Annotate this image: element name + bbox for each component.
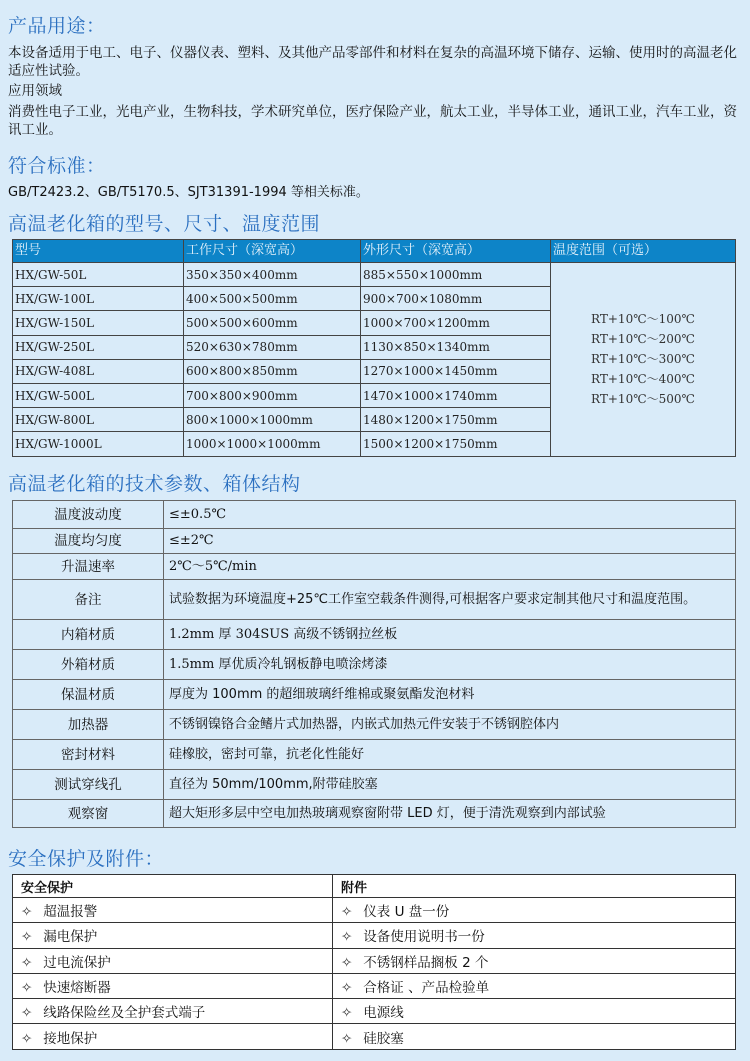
table-row (13, 740, 736, 770)
fields-label: 应用领域 (8, 83, 62, 99)
safety-item-label: 线路保险丝及全护套式端子 (43, 1005, 206, 1022)
accessory-item (333, 898, 736, 923)
temp-range-item: RT+10℃～500℃ (591, 392, 695, 407)
safety-item (13, 999, 333, 1024)
spec-value: 试验数据为环境温度+25℃工作室空载条件测得,可根据客户要求定制其他尺寸和温度范围。 (164, 580, 736, 620)
accessory-item-label: 电源线 (363, 1005, 404, 1022)
diamond-bullet-icon: ✧ (21, 929, 33, 946)
accessory-item (333, 999, 736, 1024)
table-row (13, 580, 736, 620)
temp-range-item: RT+10℃～300℃ (591, 352, 695, 367)
work-size-cell: 1000×1000×1000mm (184, 432, 361, 456)
outer-size-cell: 1480×1200×1750mm (361, 408, 551, 432)
usage-text: 本设备适用于电工、电子、仪器仪表、塑料、及其他产品零部件和材料在复杂的高温环境下储存、运输、使用时的高温老化适应性试验。 (8, 45, 737, 79)
work-size-cell: 400×500×500mm (184, 287, 361, 311)
spec-key: 温度波动度 (13, 501, 164, 529)
work-size-cell: 350×350×400mm (184, 263, 361, 287)
model-cell: HX/GW-100L (13, 287, 184, 311)
header-accessories: 附件 (333, 875, 736, 898)
spec-key: 观察窗 (13, 800, 164, 828)
diamond-bullet-icon: ✧ (341, 1030, 353, 1047)
outer-size-cell: 1470×1000×1740mm (361, 383, 551, 407)
spec-key: 内箱材质 (13, 620, 164, 650)
header-outer-size: 外形尺寸（深宽高） (361, 240, 551, 263)
standards-text: GB/T2423.2、GB/T5170.5、SJT31391-1994 等相关标准。 (8, 185, 369, 200)
diamond-bullet-icon: ✧ (341, 954, 353, 971)
table-row (13, 529, 736, 554)
table-row (13, 554, 736, 580)
model-table (12, 239, 736, 457)
header-model: 型号 (13, 240, 184, 263)
spec-value: 1.2mm 厚 304SUS 高级不锈钢拉丝板 (164, 620, 736, 650)
spec-value: 厚度为 100mm 的超细玻璃纤维棉或聚氨酯发泡材料 (164, 680, 736, 710)
safety-heading: 安全保护及附件： (8, 848, 165, 870)
work-size-cell: 600×800×850mm (184, 359, 361, 383)
usage-heading: 产品用途： (8, 15, 106, 37)
spec-key: 升温速率 (13, 554, 164, 580)
spec-value: ≤±2℃ (164, 529, 736, 554)
table-row (13, 770, 736, 800)
diamond-bullet-icon: ✧ (21, 980, 33, 997)
safety-table (12, 874, 736, 1050)
spec-key: 外箱材质 (13, 650, 164, 680)
safety-item (13, 973, 333, 998)
spec-value: 1.5mm 厚优质冷轧钢板静电喷涂烤漆 (164, 650, 736, 680)
outer-size-cell: 885×550×1000mm (361, 263, 551, 287)
table-row (13, 1024, 736, 1049)
diamond-bullet-icon: ✧ (341, 904, 353, 921)
diamond-bullet-icon: ✧ (21, 1005, 33, 1022)
diamond-bullet-icon: ✧ (341, 1005, 353, 1022)
diamond-bullet-icon: ✧ (341, 929, 353, 946)
spec-key: 密封材料 (13, 740, 164, 770)
accessory-item-label: 合格证 、产品检验单 (363, 980, 490, 997)
spec-value: 2℃～5℃/min (164, 554, 736, 580)
diamond-bullet-icon: ✧ (341, 980, 353, 997)
temp-range-item: RT+10℃～100℃ (591, 312, 695, 327)
temp-range-item: RT+10℃～200℃ (591, 332, 695, 347)
spec-key: 保温材质 (13, 680, 164, 710)
safety-item (13, 1024, 333, 1049)
table-row (13, 800, 736, 828)
spec-value: 不锈钢镍铬合金鳍片式加热器，内嵌式加热元件安装于不锈钢腔体内 (164, 710, 736, 740)
table-row (13, 620, 736, 650)
spec-value: ≤±0.5℃ (164, 501, 736, 529)
outer-size-cell: 1500×1200×1750mm (361, 432, 551, 456)
work-size-cell: 500×500×600mm (184, 311, 361, 335)
diamond-bullet-icon: ✧ (21, 1030, 33, 1047)
table-row (13, 923, 736, 948)
safety-item-label: 快速熔断器 (43, 980, 111, 997)
safety-item-label: 接地保护 (43, 1030, 98, 1047)
accessory-item (333, 948, 736, 973)
specs-heading: 高温老化箱的技术参数、箱体结构 (8, 473, 301, 495)
safety-item (13, 923, 333, 948)
model-cell: HX/GW-250L (13, 335, 184, 359)
spec-key: 加热器 (13, 710, 164, 740)
outer-size-cell: 1130×850×1340mm (361, 335, 551, 359)
accessory-item (333, 923, 736, 948)
fields-text: 消费性电子工业，光电产业，生物科技，学术研究单位，医疗保险产业，航太工业，半导体工业，通讯工业，汽车工业，资讯工业。 (8, 104, 737, 138)
table-row (13, 650, 736, 680)
model-cell: HX/GW-800L (13, 408, 184, 432)
table-row (13, 680, 736, 710)
spec-key: 测试穿线孔 (13, 770, 164, 800)
diamond-bullet-icon: ✧ (21, 954, 33, 971)
table-row (13, 948, 736, 973)
table-row (13, 501, 736, 529)
outer-size-cell: 1000×700×1200mm (361, 311, 551, 335)
spec-value: 硅橡胶，密封可靠，抗老化性能好 (164, 740, 736, 770)
spec-table (12, 500, 736, 828)
accessory-item (333, 973, 736, 998)
safety-item-label: 过电流保护 (43, 954, 111, 971)
spec-key: 温度均匀度 (13, 529, 164, 554)
table-row (13, 973, 736, 998)
outer-size-cell: 1270×1000×1450mm (361, 359, 551, 383)
work-size-cell: 800×1000×1000mm (184, 408, 361, 432)
standards-heading: 符合标准： (8, 155, 106, 177)
accessory-item (333, 1024, 736, 1049)
model-cell: HX/GW-1000L (13, 432, 184, 456)
safety-table-header (13, 875, 736, 898)
header-temp-range: 温度范围（可选） (551, 240, 736, 263)
spec-key: 备注 (13, 580, 164, 620)
accessory-item-label: 不锈钢样品搁板 2 个 (363, 954, 489, 971)
diamond-bullet-icon: ✧ (21, 904, 33, 921)
model-table-header (13, 240, 736, 263)
table-row (13, 898, 736, 923)
safety-item-label: 超温报警 (43, 904, 98, 921)
work-size-cell: 700×800×900mm (184, 383, 361, 407)
spec-value: 直径为 50mm/100mm,附带硅胶塞 (164, 770, 736, 800)
model-cell: HX/GW-50L (13, 263, 184, 287)
temp-range-cell (551, 263, 736, 457)
table-row (13, 710, 736, 740)
accessory-item-label: 硅胶塞 (363, 1030, 404, 1047)
temp-range-item: RT+10℃～400℃ (591, 372, 695, 387)
safety-item (13, 898, 333, 923)
accessory-item-label: 仪表 U 盘一份 (363, 904, 450, 921)
models-heading: 高温老化箱的型号、尺寸、温度范围 (8, 213, 321, 235)
safety-item (13, 948, 333, 973)
spec-value: 超大矩形多层中空电加热玻璃观察窗附带 LED 灯，便于清洗观察到内部试验 (164, 800, 736, 828)
table-row (13, 999, 736, 1024)
work-size-cell: 520×630×780mm (184, 335, 361, 359)
header-safety: 安全保护 (13, 875, 333, 898)
safety-item-label: 漏电保护 (43, 929, 98, 946)
header-work-size: 工作尺寸（深宽高） (184, 240, 361, 263)
table-row (13, 263, 736, 287)
model-cell: HX/GW-408L (13, 359, 184, 383)
model-cell: HX/GW-500L (13, 383, 184, 407)
accessory-item-label: 设备使用说明书一份 (363, 929, 485, 946)
outer-size-cell: 900×700×1080mm (361, 287, 551, 311)
model-cell: HX/GW-150L (13, 311, 184, 335)
